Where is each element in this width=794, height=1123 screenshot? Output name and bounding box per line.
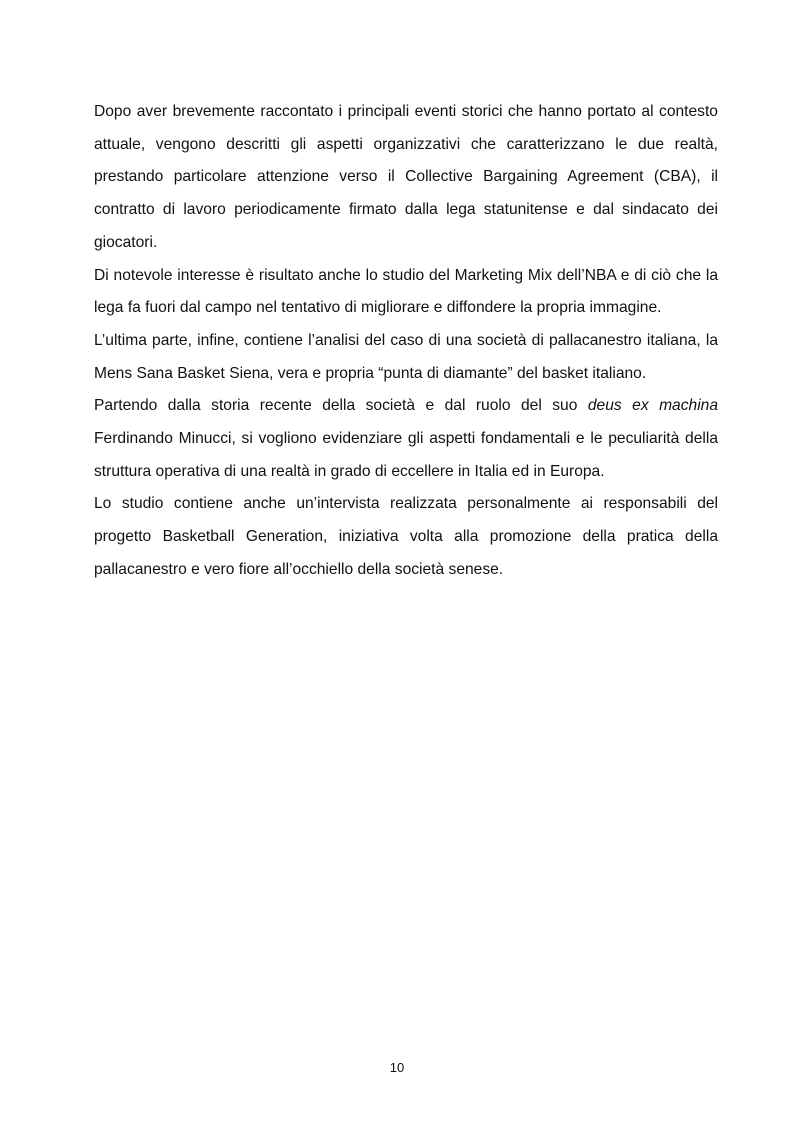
italic-phrase: deus ex machina: [587, 397, 719, 415]
paragraph-case-study: L’ultima parte, infine, contiene l’analisi del caso di una società di pallacanestro italiana, la Mens Sana Basket Siena, vera e propria “punta di diamante” del basket italiano.: [94, 331, 718, 382]
page-number: 10: [389, 1060, 405, 1075]
paragraph-interview: Lo studio contiene anche un’intervista realizzata personalmente ai responsabili del progetto Basketball Generation, iniziativa volta alla promozione della pratica della pallacanestro e vero fiore all’occhiello della società senese.: [94, 495, 718, 578]
body-text: [94, 96, 718, 587]
paragraph-marketing-mix: Di notevole interesse è risultato anche lo studio del Marketing Mix dell’NBA e di ciò che la lega fa fuori dal campo nel tentativo di migliorare e diffondere la propria immagine.: [94, 266, 718, 317]
paragraph-society-history-start: Partendo dalla storia recente della società e dal ruolo del suo: [94, 397, 588, 415]
paragraph-society-history-end: Ferdinando Minucci, si vogliono evidenziare gli aspetti fondamentali e le peculiarità della struttura operativa di una realtà in grado di eccellere in Italia ed in Europa.: [94, 430, 718, 480]
paragraph-historical-context: Dopo aver brevemente raccontato i principali eventi storici che hanno portato al contesto attuale, vengono descritti gli aspetti organizzativi che caratterizzano le due realtà, prestando particolare attenzione verso il Collective Bargaining Agreement (CBA), il contratto di lavoro periodicamente firmato dalla lega statunitense e dal sindacato dei giocatori.: [94, 103, 718, 251]
paragraph-society-history: [94, 390, 718, 488]
